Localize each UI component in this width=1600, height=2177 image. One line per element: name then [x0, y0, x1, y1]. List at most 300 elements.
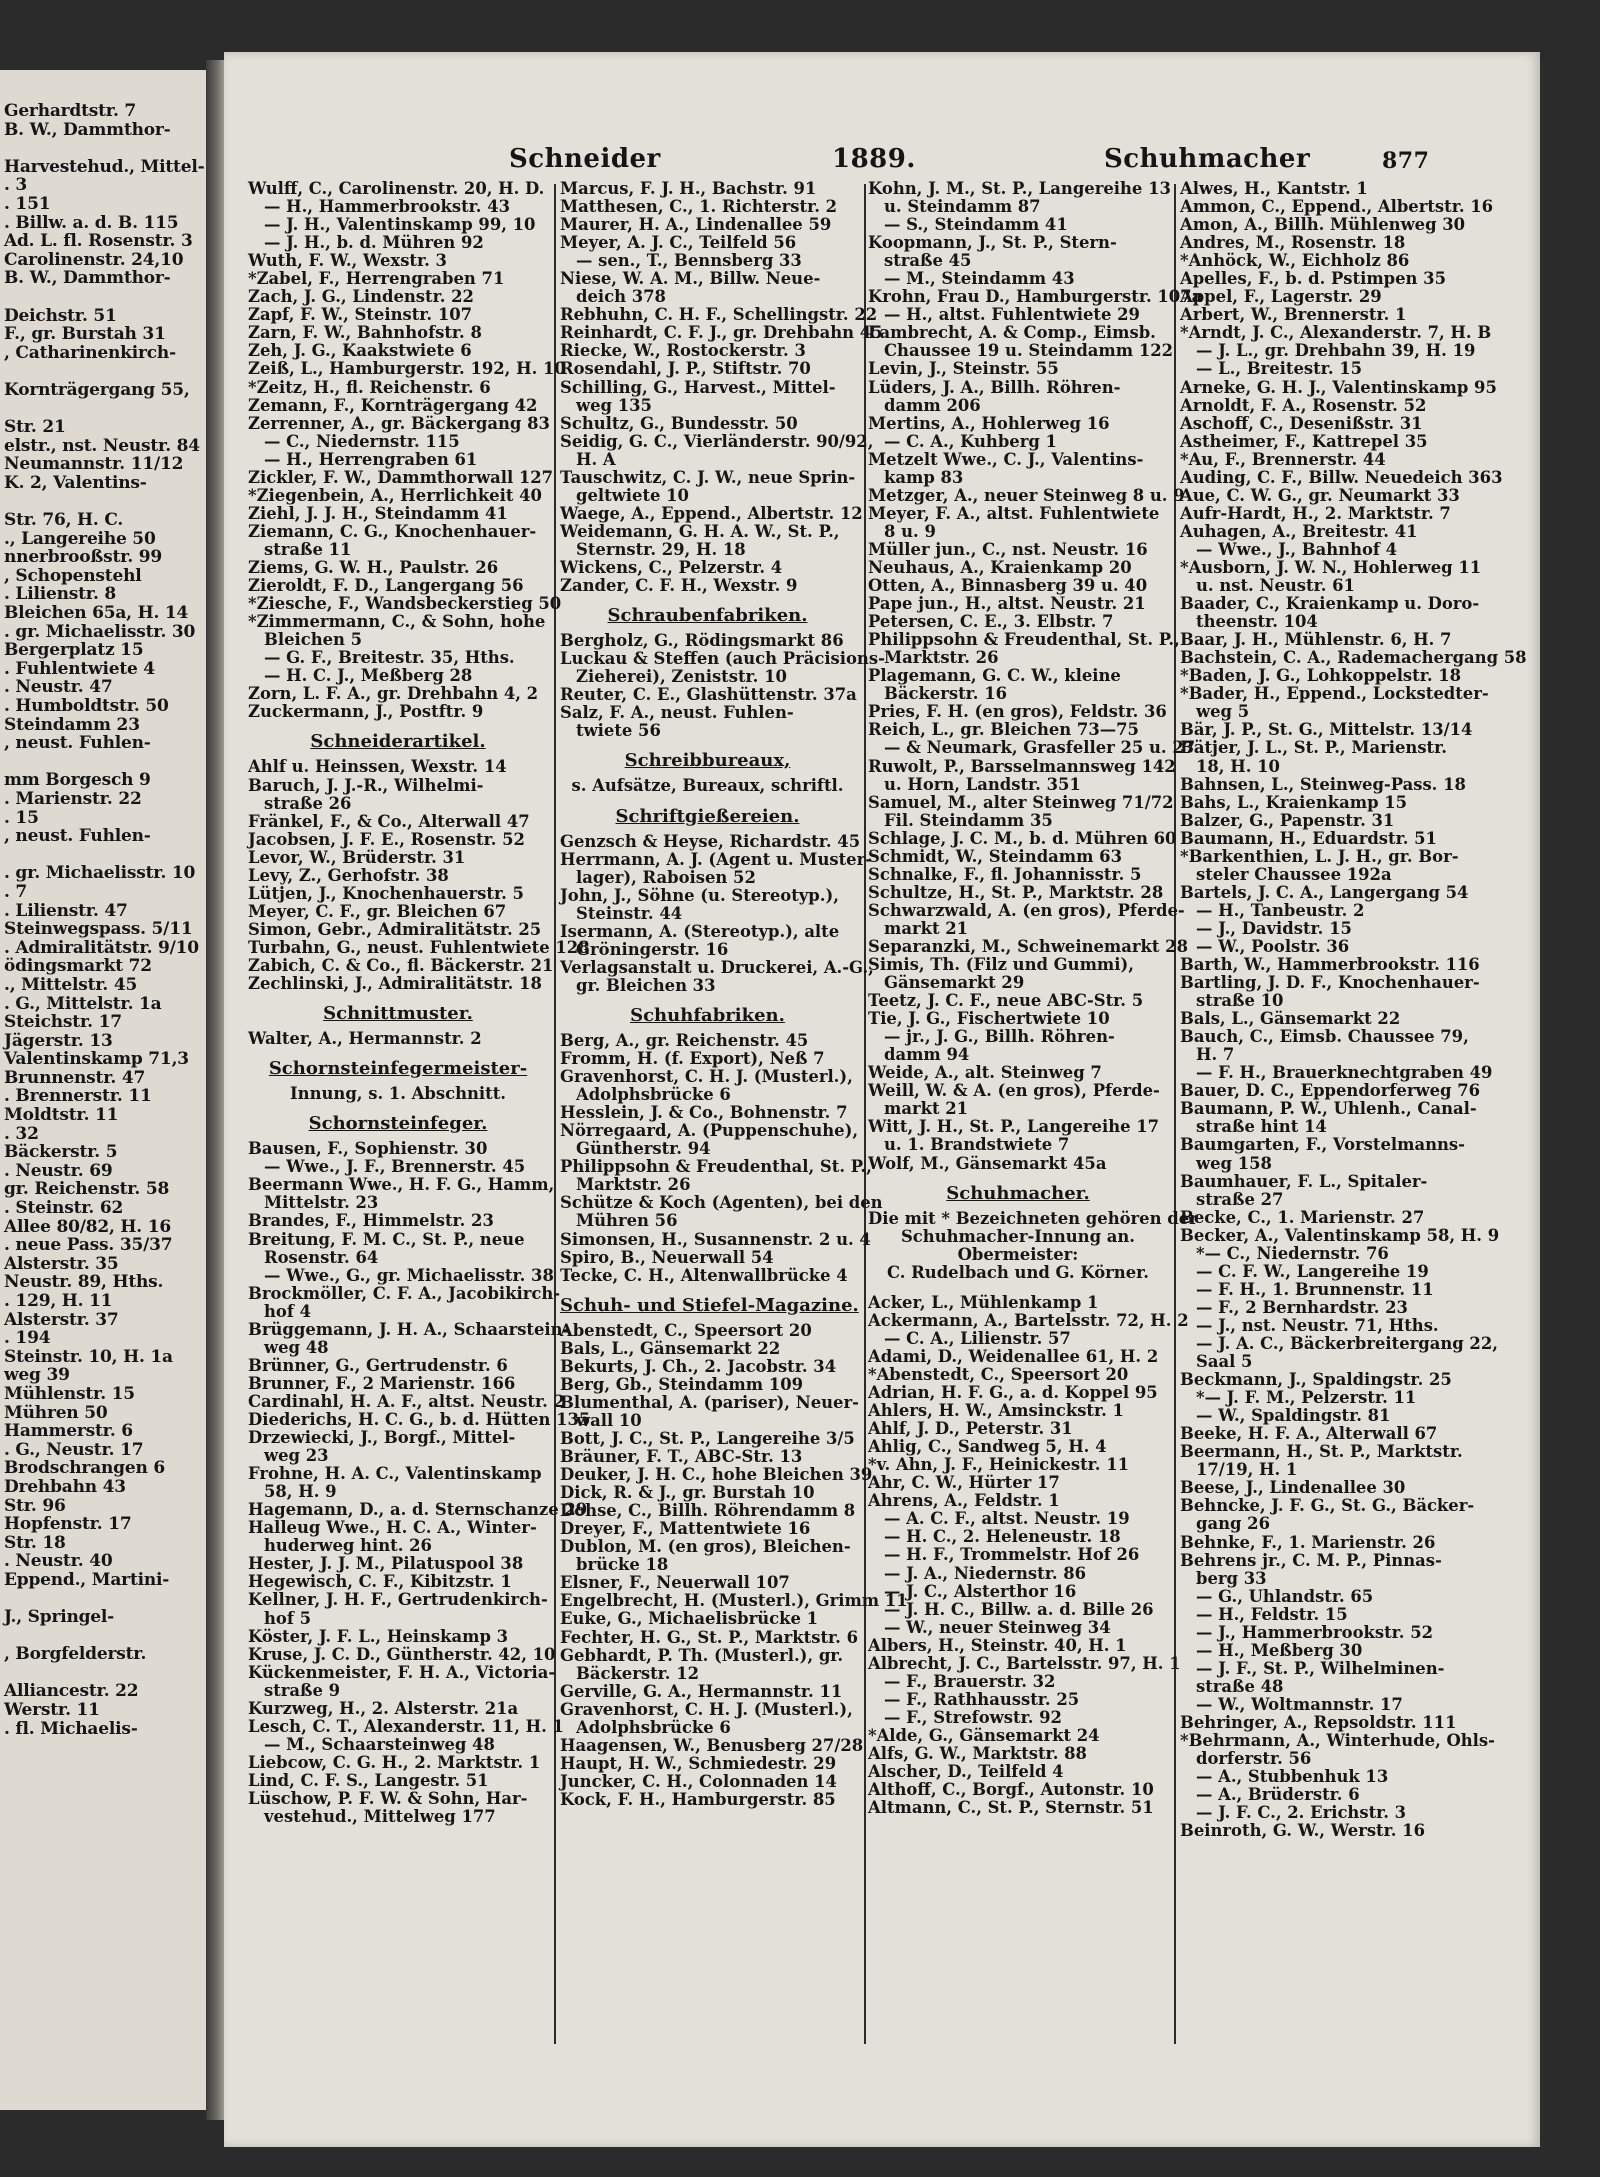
directory-entry: Matthesen, C., 1. Richterstr. 2	[560, 197, 838, 217]
spacer	[868, 1282, 1168, 1294]
section-heading: Schreibbureaux,	[624, 750, 791, 772]
directory-entry: Kurzweg, H., 2. Alsterstr. 21a	[248, 1698, 519, 1718]
left-fragment-line: . gr. Michaelisstr. 30	[4, 621, 196, 642]
left-fragment-line: Brodschrangen 6	[4, 1458, 165, 1479]
directory-entry: — J. C., Alsterthor 16	[884, 1581, 1077, 1601]
directory-entry: Schmidt, W., Steindamm 63	[868, 846, 1122, 866]
directory-entry: Balzer, G., Papenstr. 31	[1180, 810, 1395, 830]
directory-entry: 18, H. 10	[1196, 756, 1280, 776]
directory-entry: — H., Herrengraben 61	[264, 449, 478, 469]
directory-entry: Herrmann, A. J. (Agent u. Muster-	[560, 849, 873, 869]
directory-entry: Simis, Th. (Filz und Gummi),	[868, 955, 1134, 975]
directory-entry: Gerville, G. A., Hermannstr. 11	[560, 1681, 843, 1701]
directory-entry: Ruwolt, P., Barsselmannsweg 142	[868, 756, 1176, 776]
directory-entry: — C. F. W., Langereihe 19	[1196, 1261, 1429, 1281]
directory-entry: — A., Brüderstr. 6	[1196, 1785, 1360, 1805]
directory-entry: — M., Schaarsteinweg 48	[264, 1734, 495, 1754]
directory-entry: — F., 2 Bernhardstr. 23	[1196, 1297, 1408, 1317]
directory-entry: — C. A., Lilienstr. 57	[884, 1328, 1071, 1348]
directory-entry: Zuckermann, J., Postftr. 9	[248, 702, 484, 722]
left-fragment-line: . Fuhlentwiete 4	[4, 658, 155, 679]
directory-entry: Blumenthal, A. (pariser), Neuer-	[560, 1392, 859, 1412]
directory-entry: Kock, F. H., Hamburgerstr. 85	[560, 1789, 836, 1809]
left-fragment-line: Alliancestr. 22	[4, 1681, 139, 1702]
directory-entry: Zechlinski, J., Admiralitätstr. 18	[248, 974, 542, 994]
directory-entry: — F., Strefowstr. 92	[884, 1707, 1062, 1727]
left-fragment-line: . Admiralitätstr. 9/10	[4, 937, 199, 958]
directory-entry: Bachstein, C. A., Rademachergang 58	[1180, 648, 1527, 668]
directory-entry: Albrecht, J. C., Bartelsstr. 97, H. 1	[868, 1653, 1181, 1673]
directory-entry: — J., Hammerbrookstr. 52	[1196, 1622, 1434, 1642]
left-fragment-line: Deichstr. 51	[4, 305, 117, 326]
directory-entry: Bätjer, J. L., St. P., Marienstr.	[1180, 738, 1447, 758]
left-fragment-line: Alsterstr. 35	[4, 1253, 119, 1274]
directory-entry: Haupt, H. W., Schmiedestr. 29	[560, 1753, 837, 1773]
left-fragment-line: . neue Pass. 35/37	[4, 1235, 173, 1256]
directory-page	[224, 52, 1540, 2147]
directory-entry: Zemann, F., Kornträgergang 42	[248, 395, 538, 415]
directory-entry: Dohse, C., Billh. Röhrendamm 8	[560, 1501, 856, 1521]
left-fragment-line: Steichstr. 17	[4, 1012, 122, 1033]
directory-entry: Ackermann, A., Bartelsstr. 72, H. 2	[868, 1310, 1189, 1330]
directory-entry: Schnalke, F., fl. Johannisstr. 5	[868, 864, 1142, 884]
directory-entry: u. Steindamm 87	[884, 197, 1041, 217]
directory-entry: Auhagen, A., Breitestr. 41	[1180, 521, 1418, 541]
directory-columns	[248, 179, 1527, 2040]
directory-column-4	[1180, 179, 1527, 2050]
directory-entry: — H., Feldstr. 15	[1196, 1604, 1348, 1624]
directory-entry: Baumhauer, F. L., Spitaler-	[1180, 1171, 1428, 1191]
directory-entry: Gravenhorst, C. H. J. (Musterl.),	[560, 1699, 853, 1719]
left-fragment-line: . 3	[4, 175, 28, 196]
directory-entry: Zarn, F. W., Bahnhofstr. 8	[248, 323, 482, 343]
directory-entry: Fromm, H. (f. Export), Neß 7	[560, 1049, 825, 1069]
left-fragment-line: Neustr. 89, Hths.	[4, 1272, 164, 1293]
directory-entry: Hagemann, D., a. d. Sternschanze 29	[248, 1500, 588, 1520]
directory-entry: Ahr, C. W., Hürter 17	[868, 1473, 1060, 1493]
directory-entry: Dreyer, F., Mattentwiete 16	[560, 1519, 811, 1539]
left-fragment-line: . Lilienstr. 47	[4, 900, 128, 921]
left-fragment-line: . 7	[4, 881, 28, 902]
directory-entry: — J., nst. Neustr. 71, Hths.	[1196, 1315, 1439, 1335]
directory-entry: Albers, H., Steinstr. 40, H. 1	[868, 1635, 1127, 1655]
directory-entry: — J. A., Niedernstr. 86	[884, 1563, 1087, 1583]
directory-entry: Arnoldt, F. A., Rosenstr. 52	[1180, 395, 1427, 415]
directory-entry: — Wwe., G., gr. Michaelisstr. 38	[264, 1265, 554, 1285]
directory-entry: Ziems, G. W. H., Paulstr. 26	[248, 557, 499, 577]
directory-entry: Bals, L., Gänsemarkt 22	[1180, 1009, 1401, 1029]
directory-entry: Liebcow, C. G. H., 2. Marktstr. 1	[248, 1752, 541, 1772]
directory-entry: Lüders, J. A., Billh. Röhren-	[868, 377, 1121, 397]
directory-entry: hof 5	[264, 1608, 312, 1628]
left-fragment-line: Str. 18	[4, 1532, 66, 1553]
left-fragment-line: K. 2, Valentins-	[4, 472, 147, 493]
directory-entry: Bauch, C., Eimsb. Chaussee 79,	[1180, 1027, 1469, 1047]
directory-entry: Apelles, F., b. d. Pstimpen 35	[1180, 269, 1446, 289]
directory-entry: — J. L., gr. Drehbahn 39, H. 19	[1196, 341, 1476, 361]
directory-entry: — J., Davidstr. 15	[1196, 918, 1352, 938]
directory-entry: Bär, J. P., St. G., Mittelstr. 13/14	[1180, 720, 1473, 740]
directory-entry: Beckmann, J., Spaldingstr. 25	[1180, 1370, 1452, 1390]
directory-entry: Adolphsbrücke 6	[576, 1717, 731, 1737]
section-heading: Schornsteinfeger.	[308, 1113, 488, 1135]
directory-entry: Metzelt Wwe., C. J., Valentins-	[868, 449, 1144, 469]
directory-entry: Engelbrecht, H. (Musterl.), Grimm 11	[560, 1591, 908, 1611]
section-note: C. Rudelbach und G. Körner.	[887, 1262, 1149, 1282]
directory-entry: Auding, C. F., Billw. Neuedeich 363	[1180, 467, 1503, 487]
directory-entry: Marcus, F. J. H., Bachstr. 91	[560, 179, 817, 198]
directory-entry: Brockmöller, C. F. A., Jacobikirch-	[248, 1283, 561, 1303]
left-fragment-line: Kornträgergang 55,	[4, 379, 190, 400]
directory-entry: Baar, J. H., Mühlenstr. 6, H. 7	[1180, 630, 1452, 650]
directory-entry: — J. A. C., Bäckerbreitergang 22,	[1196, 1334, 1498, 1353]
left-fragment-line	[4, 288, 206, 307]
left-fragment-line: Mühren 50	[4, 1402, 108, 1423]
directory-entry: Appel, F., Lagerstr. 29	[1180, 287, 1382, 307]
directory-entry: Drzewiecki, J., Borgf., Mittel-	[248, 1428, 516, 1448]
directory-entry: Walter, A., Hermannstr. 2	[248, 1029, 482, 1049]
left-fragment-line: . G., Mittelstr. 1a	[4, 993, 162, 1014]
directory-entry: Schütze & Koch (Agenten), bei den	[560, 1193, 883, 1213]
left-fragment-line	[4, 753, 206, 772]
directory-entry: Gebhardt, P. Th. (Musterl.), gr.	[560, 1645, 844, 1665]
directory-entry: Müller jun., C., nst. Neustr. 16	[868, 539, 1148, 559]
directory-entry: gang 26	[1196, 1514, 1270, 1534]
left-page-text	[0, 70, 206, 1738]
directory-entry: Witt, J. H., St. P., Langereihe 17	[868, 1117, 1160, 1137]
directory-entry: Philippsohn & Freudenthal, St. P.,	[868, 630, 1180, 650]
directory-entry: Reich, L., gr. Bleichen 73—75	[868, 720, 1139, 740]
directory-entry: straße hint 14	[1196, 1117, 1327, 1137]
directory-entry: weg 135	[576, 395, 652, 415]
directory-entry: Lambrecht, A. & Comp., Eimsb.	[868, 323, 1156, 343]
directory-entry: Baumgarten, F., Vorstelmanns-	[1180, 1135, 1465, 1155]
directory-column-2	[560, 179, 908, 2050]
left-fragment-line: Str. 96	[4, 1495, 66, 1516]
directory-entry: u. 1. Brandstwiete 7	[884, 1135, 1070, 1155]
directory-entry: Güntherstr. 94	[576, 1139, 711, 1159]
directory-entry: Rosenstr. 64	[264, 1247, 379, 1267]
directory-entry: — H. F., Trommelstr. Hof 26	[884, 1545, 1140, 1565]
directory-entry: — jr., J. G., Billh. Röhren-	[884, 1027, 1115, 1047]
directory-entry: damm 206	[884, 395, 981, 415]
section-heading: Schraubenfabriken.	[607, 605, 808, 627]
directory-entry: — F. H., 1. Brunnenstr. 11	[1196, 1279, 1434, 1299]
directory-entry: Barth, W., Hammerbrookstr. 116	[1180, 955, 1480, 975]
directory-entry: Teetz, J. C. F., neue ABC-Str. 5	[868, 991, 1144, 1011]
directory-entry: Wulff, C., Carolinenstr. 20, H. D.	[248, 179, 545, 198]
directory-entry: Separanzki, M., Schweinemarkt 28	[868, 936, 1188, 956]
section-note: Innung, s. 1. Abschnitt.	[290, 1084, 506, 1104]
directory-entry: — A. C. F., altst. Neustr. 19	[884, 1509, 1130, 1529]
directory-entry: Bartling, J. D. F., Knochenhauer-	[1180, 973, 1480, 993]
directory-column-1	[248, 179, 591, 2050]
directory-entry: Andres, M., Rosenstr. 18	[1180, 233, 1406, 253]
directory-entry: Baumann, H., Eduardstr. 51	[1180, 828, 1437, 848]
section-heading: Schuhfabriken.	[630, 1004, 785, 1026]
directory-entry: Berg, Gb., Steindamm 109	[560, 1374, 804, 1394]
directory-entry: Baader, C., Kraienkamp u. Doro-	[1180, 594, 1480, 614]
left-fragment-line: . 32	[4, 1123, 39, 1144]
directory-entry: *Ausborn, J. W. N., Hohlerweg 11	[1180, 557, 1482, 577]
directory-entry: brücke 18	[576, 1555, 669, 1575]
directory-entry: huderweg hint. 26	[264, 1536, 432, 1556]
directory-entry: Hegewisch, C. F., Kibitzstr. 1	[248, 1572, 512, 1592]
left-fragment-line: Steinwegspass. 5/11	[4, 919, 193, 940]
section-note: Obermeister:	[957, 1244, 1079, 1264]
directory-entry: Hesslein, J. & Co., Bohnenstr. 7	[560, 1103, 848, 1123]
directory-entry: — J. F. C., 2. Erichstr. 3	[1196, 1803, 1407, 1823]
directory-entry: Brüggemann, J. H. A., Schaarstein-	[248, 1319, 570, 1339]
directory-entry: vestehud., Mittelweg 177	[264, 1807, 496, 1827]
left-fragment-line	[4, 846, 206, 865]
left-fragment-line: ödingsmarkt 72	[4, 956, 152, 977]
directory-entry: Luckau & Steffen (auch Präcisions-	[560, 649, 885, 669]
left-fragment-line: B. W., Dammthor-	[4, 268, 171, 289]
directory-entry: — H. C. J., Meßberg 28	[264, 666, 473, 686]
directory-entry: Zeiß, L., Hamburgerstr. 192, H. 10	[248, 359, 566, 379]
left-fragment-line: . Billw. a. d. B. 115	[4, 212, 179, 233]
directory-entry: Bergholz, G., Rödingsmarkt 86	[560, 631, 844, 651]
directory-entry: u. Horn, Landstr. 351	[884, 774, 1081, 794]
directory-entry: Haagensen, W., Benusberg 27/28	[560, 1735, 864, 1755]
directory-entry: — Wwe., J. F., Brennerstr. 45	[264, 1157, 526, 1177]
directory-entry: weg 158	[1196, 1153, 1272, 1173]
directory-entry: Frohne, H. A. C., Valentinskamp	[248, 1464, 542, 1484]
directory-entry: John, J., Söhne (u. Stereotyp.),	[560, 885, 839, 905]
directory-entry: Petersen, C. E., 3. Elbstr. 7	[868, 612, 1114, 632]
directory-entry: Arneke, G. H. J., Valentinskamp 95	[1180, 377, 1497, 397]
directory-entry: Bahnsen, L., Steinweg-Pass. 18	[1180, 774, 1466, 794]
directory-entry: — J. H., Valentinskamp 99, 10	[264, 215, 536, 235]
directory-entry: Behringer, A., Repsoldstr. 111	[1180, 1712, 1457, 1732]
left-fragment-line: elstr., nst. Neustr. 84	[4, 435, 200, 456]
directory-entry: — J. H., b. d. Mühren 92	[264, 233, 484, 253]
directory-entry: Zabich, C. & Co., fl. Bäckerstr. 21	[248, 955, 554, 975]
directory-entry: geltwiete 10	[576, 485, 689, 505]
directory-entry: Lind, C. F. S., Langestr. 51	[248, 1770, 489, 1790]
directory-entry: Simonsen, H., Susannenstr. 2 u. 4	[560, 1229, 871, 1249]
directory-entry: Chaussee 19 u. Steindamm 122	[884, 341, 1174, 361]
page-number: 877	[1382, 148, 1430, 174]
directory-entry: Behrens jr., C. M. P., Pinnas-	[1180, 1550, 1442, 1570]
directory-entry: Mühren 56	[576, 1211, 678, 1231]
header-year: 1889.	[832, 144, 916, 174]
directory-entry: Zapf, F. W., Steinstr. 107	[248, 305, 473, 325]
left-fragment-line: Jägerstr. 13	[4, 1030, 113, 1051]
directory-entry: — C. A., Kuhberg 1	[884, 431, 1057, 451]
directory-entry: Aufr-Hardt, H., 2. Marktstr. 7	[1180, 503, 1451, 523]
directory-entry: Zeh, J. G., Kaakstwiete 6	[248, 341, 472, 361]
left-fragment-line	[4, 362, 206, 381]
directory-entry: *Zabel, F., Herrengraben 71	[248, 269, 505, 289]
directory-entry: Gravenhorst, C. H. J. (Musterl.),	[560, 1067, 853, 1087]
directory-entry: Ziehl, J. J. H., Steindamm 41	[248, 503, 508, 523]
left-page-fragment	[0, 70, 208, 2110]
directory-entry: Wuth, F. W., Wexstr. 3	[248, 251, 447, 271]
directory-entry: Pries, F. H. (en gros), Feldstr. 36	[868, 702, 1167, 722]
directory-entry: Becker, A., Valentinskamp 58, H. 9	[1180, 1225, 1500, 1245]
directory-entry: *Zeitz, H., fl. Reichenstr. 6	[248, 377, 491, 397]
directory-entry: Bräuner, F. T., ABC-Str. 13	[560, 1447, 803, 1467]
left-fragment-line: . Neustr. 47	[4, 677, 113, 698]
directory-entry: Fechter, H. G., St. P., Marktstr. 6	[560, 1627, 858, 1647]
directory-entry: — W., Woltmannstr. 17	[1196, 1694, 1403, 1714]
left-fragment-line: Allee 80/82, H. 16	[4, 1216, 171, 1237]
left-fragment-line: Ad. L. fl. Rosenstr. 3	[4, 231, 193, 252]
directory-entry: Jacobsen, J. F. E., Rosenstr. 52	[248, 829, 525, 849]
left-fragment-line: . Steinstr. 62	[4, 1198, 124, 1219]
section-note: Schuhmacher-Innung an.	[900, 1226, 1136, 1246]
directory-entry: — G., Uhlandstr. 65	[1196, 1586, 1374, 1606]
directory-entry: — H., Tanbeustr. 2	[1196, 900, 1365, 920]
directory-entry: Halleug Wwe., H. C. A., Winter-	[248, 1518, 537, 1538]
directory-entry: — F., Brauerstr. 32	[884, 1671, 1056, 1691]
directory-entry: Ahlf u. Heinssen, Wexstr. 14	[248, 757, 507, 777]
directory-entry: Zieherei), Zeniststr. 10	[576, 667, 787, 687]
directory-entry: Levin, J., Steinstr. 55	[868, 359, 1059, 379]
directory-entry: Salz, F. A., neust. Fuhlen-	[560, 703, 794, 723]
directory-entry: Marktstr. 26	[884, 648, 999, 668]
directory-entry: Brandes, F., Himmelstr. 23	[248, 1211, 494, 1231]
directory-entry: Amon, A., Billh. Mühlenweg 30	[1180, 215, 1466, 235]
directory-entry: Ziemann, C. G., Knochenhauer-	[248, 521, 537, 541]
directory-entry: weg 23	[264, 1446, 329, 1466]
directory-entry: Behnke, F., 1. Marienstr. 26	[1180, 1532, 1436, 1552]
directory-entry: Deuker, J. H. C., hohe Bleichen 39	[560, 1465, 873, 1485]
directory-entry: *Bader, H., Eppend., Lockstedter-	[1180, 684, 1489, 704]
directory-entry: Ammon, C., Eppend., Albertstr. 16	[1180, 197, 1494, 217]
directory-entry: *Ziegenbein, A., Herrlichkeit 40	[248, 485, 542, 505]
left-fragment-line: Moldtstr. 11	[4, 1105, 119, 1126]
directory-entry: — S., Steindamm 41	[884, 215, 1068, 235]
directory-entry: Ahrens, A., Feldstr. 1	[868, 1491, 1060, 1511]
directory-entry: — W., Spaldingstr. 81	[1196, 1406, 1391, 1426]
left-fragment-line	[4, 1627, 206, 1646]
directory-column-3	[868, 179, 1203, 2050]
directory-entry: — H., Meßberg 30	[1196, 1640, 1363, 1660]
directory-entry: straße 9	[264, 1680, 341, 1700]
directory-entry: 8 u. 9	[884, 521, 936, 541]
directory-entry: straße 48	[1196, 1676, 1284, 1696]
left-fragment-line: . Lilienstr. 8	[4, 584, 117, 605]
directory-entry: *Barkenthien, L. J. H., gr. Bor-	[1180, 846, 1459, 866]
directory-entry: *Zimmermann, C., & Sohn, hohe	[248, 612, 546, 632]
left-fragment-line: , Schopenstehl	[4, 565, 142, 586]
directory-entry: Brünner, G., Gertrudenstr. 6	[248, 1355, 508, 1375]
left-fragment-line	[4, 492, 206, 511]
directory-entry: Bekurts, J. Ch., 2. Jacobstr. 34	[560, 1356, 837, 1376]
directory-entry: Ahlers, H. W., Amsinckstr. 1	[868, 1401, 1124, 1421]
directory-entry: Beeke, H. F. A., Alterwall 67	[1180, 1424, 1438, 1444]
directory-entry: Reinhardt, C. F. J., gr. Drehbahn 45	[560, 323, 883, 343]
left-fragment-line: ., Langereihe 50	[4, 528, 156, 549]
left-fragment-line: Valentinskamp 71,3	[4, 1049, 189, 1070]
directory-entry: Breitung, F. M. C., St. P., neue	[248, 1229, 525, 1249]
directory-entry: — J. H. C., Billw. a. d. Bille 26	[884, 1599, 1154, 1619]
directory-entry: Kellner, J. H. F., Gertrudenkirch-	[248, 1590, 548, 1610]
directory-entry: 58, H. 9	[264, 1482, 337, 1502]
left-fragment-line: . Brennerstr. 11	[4, 1086, 152, 1107]
directory-entry: — F. H., Brauerknechtgraben 49	[1196, 1063, 1493, 1083]
left-fragment-line: Mühlenstr. 15	[4, 1383, 135, 1404]
directory-entry: *Arndt, J. C., Alexanderstr. 7, H. B	[1180, 323, 1492, 343]
directory-entry: hof 4	[264, 1301, 312, 1321]
directory-entry: Elsner, F., Neuerwall 107	[560, 1573, 790, 1593]
directory-entry: straße 27	[1196, 1189, 1284, 1209]
left-fragment-line: . 194	[4, 1328, 51, 1349]
left-fragment-line: . Neustr. 69	[4, 1160, 113, 1181]
directory-entry: Lütjen, J., Knochenhauerstr. 5	[248, 883, 524, 903]
left-fragment-line: . Neustr. 40	[4, 1551, 113, 1572]
directory-entry: wall 10	[576, 1410, 642, 1430]
directory-entry: — A., Stubbenhuk 13	[1196, 1767, 1389, 1787]
directory-entry: — W., Poolstr. 36	[1196, 936, 1350, 956]
directory-entry: Meyer, A. J. C., Teilfeld 56	[560, 233, 797, 253]
directory-entry: Philippsohn & Freudenthal, St. P.,	[560, 1157, 872, 1177]
directory-entry: kamp 83	[884, 467, 964, 487]
directory-entry: — sen., T., Bennsberg 33	[576, 251, 802, 271]
directory-entry: Aschoff, C., Desenißstr. 31	[1180, 413, 1423, 433]
directory-entry: Fränkel, F., & Co., Alterwall 47	[248, 811, 530, 831]
directory-entry: Abenstedt, C., Speersort 20	[560, 1320, 812, 1340]
header-left-keyword: Schneider	[509, 144, 661, 174]
directory-entry: Spiro, B., Neuerwall 54	[560, 1247, 774, 1267]
left-fragment-line	[4, 400, 206, 419]
directory-entry: Verlagsanstalt u. Druckerei, A.-G.,	[560, 957, 874, 977]
directory-entry: Schlage, J. C. M., b. d. Mühren 60	[868, 828, 1177, 848]
directory-entry: *Au, F., Brennerstr. 44	[1180, 449, 1386, 469]
section-heading: Schuhmacher.	[946, 1182, 1090, 1204]
directory-entry: *Abenstedt, C., Speersort 20	[868, 1365, 1129, 1384]
directory-entry: Saal 5	[1196, 1352, 1253, 1372]
directory-entry: Bauer, D. C., Eppendorferweg 76	[1180, 1081, 1481, 1101]
directory-entry: weg 48	[264, 1337, 329, 1357]
directory-entry: straße 10	[1196, 991, 1284, 1011]
directory-entry: lager), Raboisen 52	[576, 867, 756, 887]
directory-entry: Levor, W., Brüderstr. 31	[248, 847, 466, 867]
directory-entry: Nörregaard, A. (Puppenschuhe),	[560, 1121, 859, 1141]
left-fragment-line: Bergerplatz 15	[4, 640, 144, 661]
left-fragment-line: , neust. Fuhlen-	[4, 733, 151, 754]
directory-entry: — F., Rathhausstr. 25	[884, 1689, 1080, 1709]
directory-entry: Maurer, H. A., Lindenallee 59	[560, 215, 832, 235]
directory-entry: *— J. F. M., Pelzerstr. 11	[1196, 1388, 1417, 1408]
directory-entry: Genzsch & Heyse, Richardstr. 45	[560, 831, 861, 851]
directory-entry: *— C., Niedernstr. 76	[1196, 1243, 1389, 1263]
directory-entry: Rosendahl, J. P., Stiftstr. 70	[560, 359, 811, 379]
left-fragment-line: Neumannstr. 11/12	[4, 454, 184, 475]
left-fragment-line: mm Borgesch 9	[4, 770, 151, 791]
directory-entry: Hester, J. J. M., Pilatuspool 38	[248, 1554, 524, 1574]
section-heading: Schnittmuster.	[323, 1003, 473, 1025]
directory-entry: Bott, J. C., St. P., Langereihe 3/5	[560, 1429, 855, 1448]
directory-entry: — Wwe., J., Bahnhof 4	[1196, 539, 1398, 559]
directory-entry: — H., Hammerbrookstr. 43	[264, 197, 511, 217]
left-fragment-line: Werstr. 11	[4, 1700, 100, 1721]
directory-entry: Baruch, J. J.-R., Wilhelmi-	[248, 775, 484, 795]
directory-entry: Simon, Gebr., Admiralitätstr. 25	[248, 919, 542, 939]
directory-entry: Adami, D., Weidenallee 61, H. 2	[868, 1346, 1159, 1366]
directory-entry: Behncke, J. F. G., St. G., Bäcker-	[1180, 1496, 1475, 1516]
section-heading: Schneiderartikel.	[310, 731, 486, 753]
directory-entry: — C., Niedernstr. 115	[264, 431, 460, 451]
left-fragment-line: Str. 76, H. C.	[4, 510, 124, 531]
directory-entry: Becke, C., 1. Marienstr. 27	[1180, 1207, 1425, 1227]
directory-entry: Levy, Z., Gerhofstr. 38	[248, 865, 449, 885]
directory-entry: Beinroth, G. W., Werstr. 16	[1180, 1821, 1425, 1841]
directory-entry: Riecke, W., Rostockerstr. 3	[560, 341, 806, 361]
